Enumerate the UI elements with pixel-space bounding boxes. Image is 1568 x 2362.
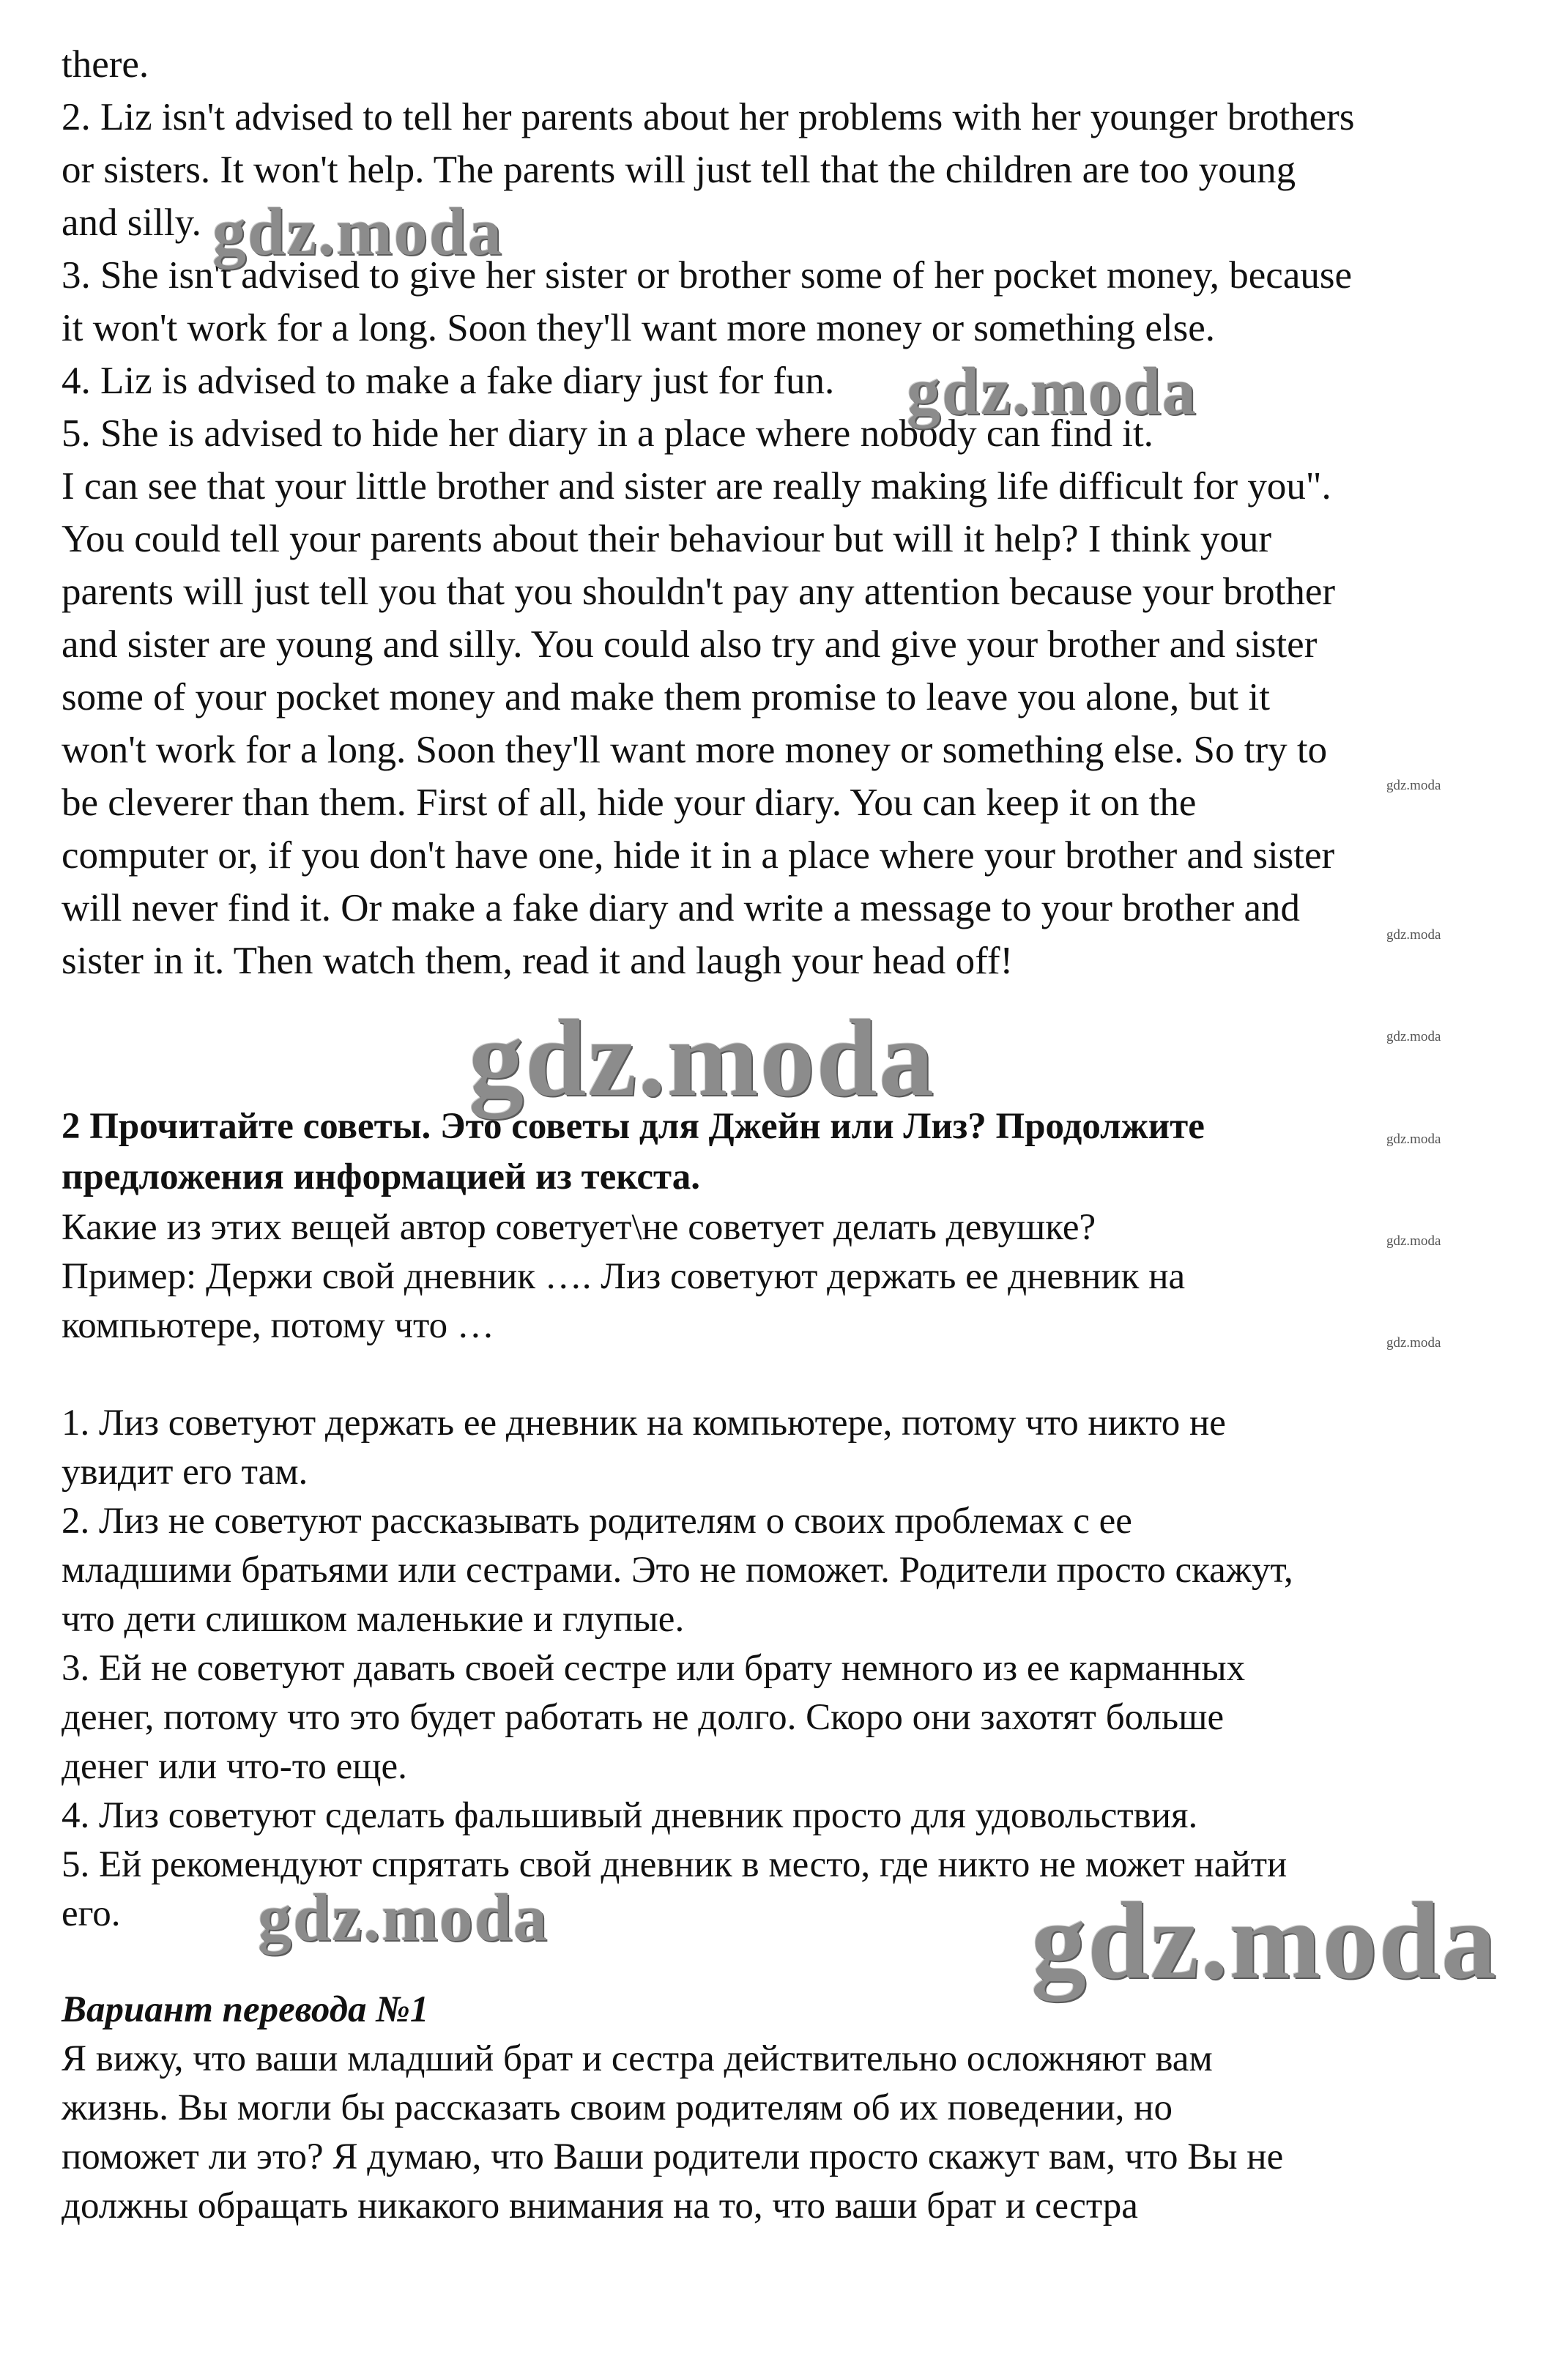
russian-line-10: денег, потому что это будет работать не долго. Скоро они захотят больше	[62, 1697, 1225, 1738]
watermark-logo: gdz.moda	[907, 354, 1197, 428]
english-line-13: some of your pocket money and make them promise to leave you alone, but it	[62, 676, 1270, 718]
english-line-8: 5. She is advised to hide her diary in a place where nobody can find it.	[62, 412, 1153, 455]
english-line-2: 2. Liz isn't advised to tell her parents about her problems with her younger brothers	[62, 96, 1355, 138]
russian-line-4: 1. Лиз советуют держать ее дневник на компьютере, потому что никто не	[62, 1403, 1226, 1444]
watermark-small: gdz.moda	[1386, 927, 1441, 943]
english-line-5: 3. She isn't advised to give her sister or brother some of her pocket money, because	[62, 254, 1352, 297]
variant-heading: Вариант перевода №1	[62, 1989, 429, 2030]
russian-line-9: 3. Ей не советуют давать своей сестре или брату немного из ее карманных	[62, 1648, 1246, 1689]
english-line-7: 4. Liz is advised to make a fake diary just for fun.	[62, 360, 835, 402]
watermark-small: gdz.moda	[1386, 1233, 1441, 1249]
russian-line-14: его.	[62, 1893, 121, 1934]
english-line-16: computer or, if you don't have one, hide it in a place where your brother and sister	[62, 834, 1335, 877]
russian-line-3: компьютере, потому что …	[62, 1305, 494, 1346]
english-line-9: I can see that your little brother and sister are really making life difficult for you".	[62, 465, 1331, 508]
english-line-14: won't work for a long. Soon they'll want more money or something else. So try to	[62, 729, 1328, 771]
russian-line-8: что дети слишком маленькие и глупые.	[62, 1599, 685, 1640]
russian-line-2: Пример: Держи свой дневник …. Лиз советуют держать ее дневник на	[62, 1256, 1186, 1297]
russian-line-7: младшими братьями или сестрами. Это не поможет. Родители просто скажут,	[62, 1550, 1293, 1591]
translation-line-1: Я вижу, что ваши младший брат и сестра действительно осложняют вам	[62, 2038, 1213, 2079]
russian-line-6: 2. Лиз не советуют рассказывать родителям о своих проблемах с ее	[62, 1501, 1132, 1542]
translation-line-2: жизнь. Вы могли бы рассказать своим родителям об их поведении, но	[62, 2087, 1173, 2128]
english-line-12: and sister are young and silly. You could also try and give your brother and sister	[62, 623, 1318, 666]
watermark-small: gdz.moda	[1386, 1335, 1441, 1351]
watermark-logo: gdz.moda	[212, 194, 503, 269]
english-line-3: or sisters. It won't help. The parents will just tell that the children are too young	[62, 149, 1296, 191]
english-line-15: be cleverer than them. First of all, hide your diary. You can keep it on the	[62, 781, 1197, 824]
english-line-10: You could tell your parents about their behaviour but will it help? I think your	[62, 518, 1272, 560]
russian-line-12: 4. Лиз советуют сделать фальшивый дневник просто для удовольствия.	[62, 1795, 1198, 1836]
watermark-small: gdz.moda	[1386, 1132, 1441, 1147]
watermark-small: gdz.moda	[1386, 1029, 1441, 1044]
english-line-11: parents will just tell you that you shouldn't pay any attention because your brother	[62, 571, 1336, 613]
task-heading-line-2: предложения информацией из текста.	[62, 1156, 700, 1197]
english-line-4: and silly.	[62, 201, 201, 244]
watermark-logo: gdz.moda	[258, 1880, 549, 1955]
russian-line-13: 5. Ей рекомендуют спрятать свой дневник в место, где никто не может найти	[62, 1844, 1288, 1885]
english-line-6: it won't work for a long. Soon they'll want more money or something else.	[62, 307, 1215, 349]
translation-line-4: должны обращать никакого внимания на то, что ваши брат и сестра	[62, 2185, 1138, 2227]
watermark-small: gdz.moda	[1386, 778, 1441, 793]
russian-line-5: увидит его там.	[62, 1452, 308, 1493]
english-line-1: there.	[62, 43, 149, 86]
translation-line-3: поможет ли это? Я думаю, что Ваши родители просто скажут вам, что Вы не	[62, 2136, 1284, 2177]
task-heading-line-1: 2 Прочитайте советы. Это советы для Джейн или Лиз? Продолжите	[62, 1106, 1205, 1147]
english-line-18: sister in it. Then watch them, read it and laugh your head off!	[62, 940, 1014, 982]
russian-line-1: Какие из этих вещей автор советует\не советует делать девушке?	[62, 1207, 1096, 1248]
russian-line-11: денег или что-то еще.	[62, 1746, 407, 1787]
watermark-logo: gdz.moda	[469, 998, 935, 1119]
watermark-logo: gdz.moda	[1031, 1880, 1498, 2002]
english-line-17: will never find it. Or make a fake diary and write a message to your brother and	[62, 887, 1300, 929]
